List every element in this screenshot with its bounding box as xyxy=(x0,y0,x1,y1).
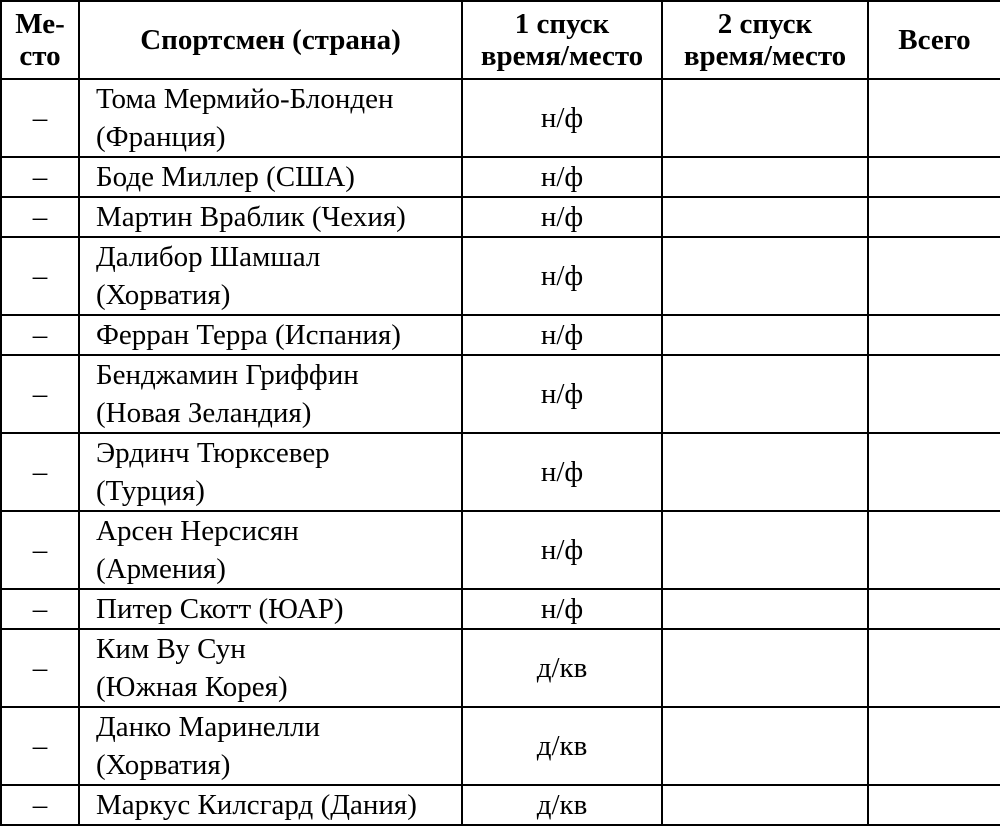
place-cell: – xyxy=(1,355,79,433)
run1-cell: н/ф xyxy=(462,79,662,157)
table-row xyxy=(1,355,1000,433)
run2-cell xyxy=(662,157,868,197)
table-row xyxy=(1,315,1000,355)
total-cell xyxy=(868,433,1000,511)
total-cell xyxy=(868,785,1000,825)
run2-cell xyxy=(662,707,868,785)
athlete-country: (Армения) xyxy=(96,553,226,585)
athlete-name: Далибор Шамшал xyxy=(96,241,321,273)
run2-cell xyxy=(662,629,868,707)
run1-cell: д/кв xyxy=(462,785,662,825)
run2-cell xyxy=(662,315,868,355)
place-cell: – xyxy=(1,197,79,237)
athlete-name: Маркус Килсгард xyxy=(96,789,314,821)
table-row xyxy=(1,707,1000,785)
table-row xyxy=(1,237,1000,315)
run2-cell xyxy=(662,589,868,629)
athlete-country: (Франция) xyxy=(96,121,226,153)
run1-cell: н/ф xyxy=(462,197,662,237)
table-row xyxy=(1,433,1000,511)
athlete-name: Боде Миллер xyxy=(96,161,259,193)
athlete-cell xyxy=(79,433,462,511)
table-row xyxy=(1,511,1000,589)
athlete-name: Ким Ву Сун xyxy=(96,633,246,665)
header-run1-line1: 1 спуск xyxy=(514,8,610,40)
athlete-country: (Южная Корея) xyxy=(96,671,288,703)
run1-cell: н/ф xyxy=(462,157,662,197)
header-place-line1: Ме- xyxy=(15,8,65,40)
athlete-name: Арсен Нерсисян xyxy=(96,515,299,547)
table-row xyxy=(1,157,1000,197)
header-total: Всего xyxy=(868,1,1000,79)
run2-cell xyxy=(662,79,868,157)
athlete-cell xyxy=(79,589,462,629)
run2-cell xyxy=(662,355,868,433)
athlete-name: Ферран Терра xyxy=(96,319,268,351)
athlete-country: (Чехия) xyxy=(311,201,406,233)
athlete-cell xyxy=(79,237,462,315)
athlete-country: (Новая Зеландия) xyxy=(96,397,312,429)
athlete-cell xyxy=(79,707,462,785)
table-row xyxy=(1,79,1000,157)
athlete-cell xyxy=(79,785,462,825)
place-cell: – xyxy=(1,157,79,197)
run1-cell: н/ф xyxy=(462,589,662,629)
run2-cell xyxy=(662,785,868,825)
run2-cell xyxy=(662,197,868,237)
place-cell: – xyxy=(1,589,79,629)
table-row xyxy=(1,785,1000,825)
run1-cell: н/ф xyxy=(462,433,662,511)
athlete-country: (Дания) xyxy=(320,789,417,821)
run2-cell xyxy=(662,237,868,315)
athlete-name: Мартин Враблик xyxy=(96,201,305,233)
athlete-cell xyxy=(79,315,462,355)
athlete-country: (Хорватия) xyxy=(96,749,231,781)
place-cell: – xyxy=(1,511,79,589)
total-cell xyxy=(868,511,1000,589)
total-cell xyxy=(868,629,1000,707)
athlete-name: Тома Мермийо-Блонден xyxy=(96,83,394,115)
run1-cell: д/кв xyxy=(462,707,662,785)
run1-cell: д/кв xyxy=(462,629,662,707)
header-run1 xyxy=(462,1,662,79)
header-run2 xyxy=(662,1,868,79)
place-cell: – xyxy=(1,237,79,315)
run1-cell: н/ф xyxy=(462,355,662,433)
total-cell xyxy=(868,355,1000,433)
athlete-name: Питер Скотт xyxy=(96,593,252,625)
run1-cell: н/ф xyxy=(462,511,662,589)
header-place xyxy=(1,1,79,79)
header-row xyxy=(1,1,1000,79)
run2-cell xyxy=(662,511,868,589)
place-cell: – xyxy=(1,707,79,785)
place-cell: – xyxy=(1,79,79,157)
athlete-country: (ЮАР) xyxy=(258,593,344,625)
total-cell xyxy=(868,589,1000,629)
place-cell: – xyxy=(1,315,79,355)
athlete-name: Бенджамин Гриффин xyxy=(96,359,359,391)
header-place-line2: сто xyxy=(19,40,61,72)
run1-cell: н/ф xyxy=(462,237,662,315)
athlete-cell xyxy=(79,157,462,197)
athlete-country: (Испания) xyxy=(275,319,401,351)
header-run1-line2: время/место xyxy=(480,40,644,72)
header-run2-line2: время/место xyxy=(683,40,847,72)
athlete-cell xyxy=(79,511,462,589)
table-row xyxy=(1,589,1000,629)
place-cell: – xyxy=(1,629,79,707)
athlete-cell xyxy=(79,197,462,237)
table-row xyxy=(1,629,1000,707)
athlete-country: (Хорватия) xyxy=(96,279,231,311)
athlete-cell xyxy=(79,629,462,707)
athlete-country: (США) xyxy=(266,161,355,193)
total-cell xyxy=(868,79,1000,157)
total-cell xyxy=(868,237,1000,315)
header-athlete: Спортсмен (страна) xyxy=(79,1,462,79)
total-cell xyxy=(868,707,1000,785)
place-cell: – xyxy=(1,785,79,825)
place-cell: – xyxy=(1,433,79,511)
total-cell xyxy=(868,315,1000,355)
athlete-country: (Турция) xyxy=(96,475,205,507)
header-run2-line1: 2 спуск xyxy=(717,8,813,40)
athlete-name: Эрдинч Тюрксевер xyxy=(96,437,330,469)
total-cell xyxy=(868,197,1000,237)
total-cell xyxy=(868,157,1000,197)
run2-cell xyxy=(662,433,868,511)
athlete-name: Данко Маринелли xyxy=(96,711,321,743)
run1-cell: н/ф xyxy=(462,315,662,355)
athlete-cell xyxy=(79,355,462,433)
athlete-cell xyxy=(79,79,462,157)
table-row xyxy=(1,197,1000,237)
